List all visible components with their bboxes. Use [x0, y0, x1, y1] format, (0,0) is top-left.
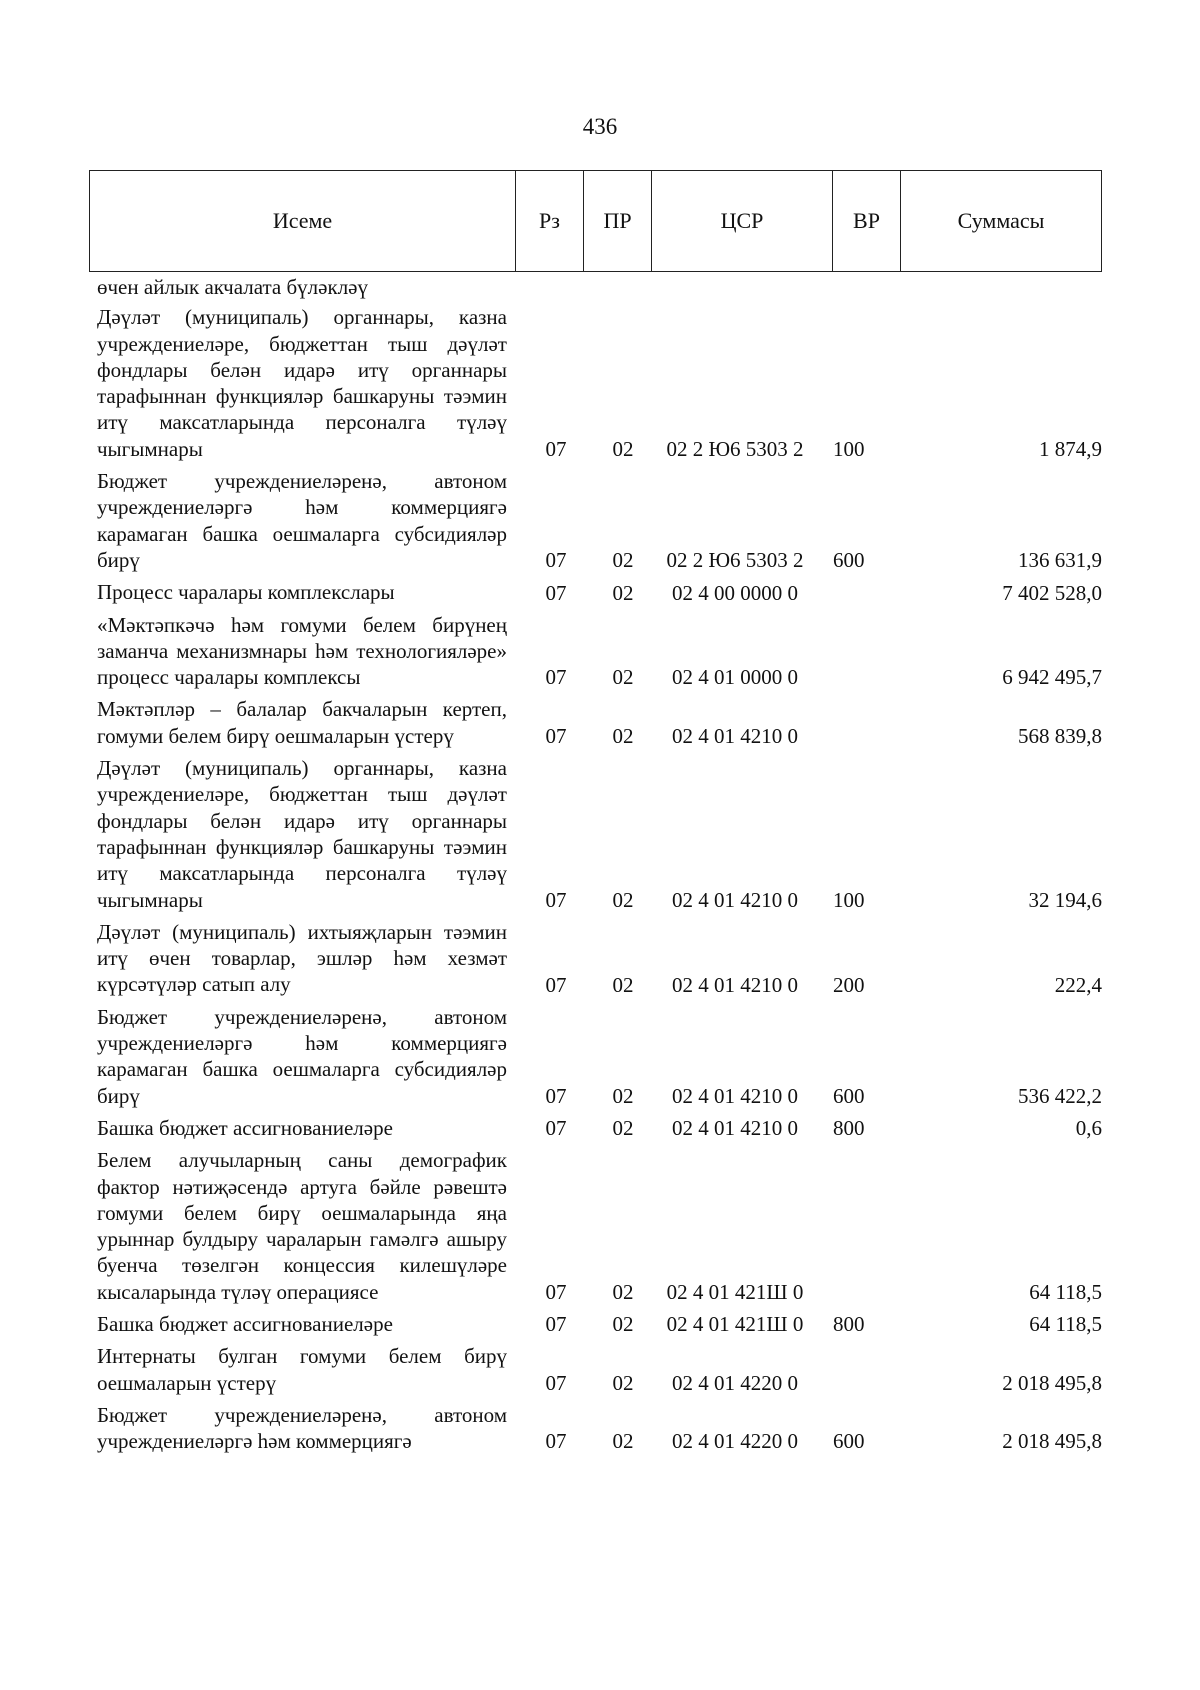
table-row	[97, 1147, 1102, 1305]
row-pr: 02	[612, 887, 634, 912]
table-row	[97, 1402, 1102, 1455]
column-header-name: Исеме	[90, 171, 516, 272]
table-header	[89, 170, 1102, 272]
column-header-rz: Рз	[516, 171, 584, 272]
row-sum: 2 018 495,8	[1002, 1370, 1102, 1395]
table-row	[97, 1343, 1102, 1396]
row-vr: 100	[833, 437, 865, 462]
row-csr: 02 4 01 421Ш 0	[666, 1279, 804, 1304]
table-row	[97, 468, 1102, 573]
row-rz: 07	[545, 724, 567, 749]
row-csr: 02 4 01 4210 0	[672, 972, 798, 997]
row-rz: 07	[545, 1083, 567, 1108]
row-csr: 02 4 01 4210 0	[672, 887, 798, 912]
row-csr: 02 4 01 4210 0	[672, 1116, 798, 1141]
row-vr: 600	[833, 548, 865, 573]
row-rz: 07	[545, 580, 567, 605]
row-name: Бюджет учреждениеләренә, автоном учреждениеләргә һәм коммерциягә карамаган башка оешмаларга субсидияләр бирү	[97, 1004, 507, 1108]
row-name: Башка бюджет ассигнованиеләре	[97, 1115, 393, 1140]
column-header-pr: ПР	[584, 171, 652, 272]
row-rz: 07	[545, 665, 567, 690]
row-sum: 64 118,5	[1029, 1279, 1102, 1304]
table-row	[97, 696, 1102, 749]
row-name: Дәүләт (муниципаль) ихтыяҗларын тәэмин итү өчен товарлар, эшләр һәм хезмәт күрсәтүләр сатып алу	[97, 919, 507, 997]
row-rz: 07	[545, 887, 567, 912]
row-pr: 02	[612, 1370, 634, 1395]
row-sum: 64 118,5	[1029, 1312, 1102, 1337]
row-rz: 07	[545, 437, 567, 462]
row-csr: 02 2 Ю6 5303 2	[666, 437, 804, 462]
row-name: өчен айлык акчалата бүләкләү	[97, 275, 368, 299]
row-name: «Мәктәпкәчә һәм гомуми белем бирүнең заманча механизмнары һәм технологияләре» процесс чаралары комплексы	[97, 612, 507, 690]
table-row	[97, 579, 1102, 605]
row-pr: 02	[612, 972, 634, 997]
row-sum: 6 942 495,7	[1002, 665, 1102, 690]
row-csr: 02 2 Ю6 5303 2	[666, 548, 804, 573]
row-name: Белем алучыларның саны демографик фактор нәтиҗәсендә артуга бәйле рәвештә гомуми белем бирү оешмаларында яңа урыннар булдыру чараларын гамәлгә ашыру буенча төзелгән концессия килешүләре кысаларында түләү операциясе	[97, 1148, 507, 1304]
row-sum: 7 402 528,0	[1002, 580, 1102, 605]
row-vr: 200	[833, 972, 865, 997]
row-name: Процесс чаралары комплекслары	[97, 580, 395, 605]
row-sum: 568 839,8	[1018, 724, 1102, 749]
table-row	[97, 755, 1102, 913]
row-pr: 02	[612, 437, 634, 462]
row-sum: 2 018 495,8	[1002, 1429, 1102, 1454]
row-pr: 02	[612, 1312, 634, 1337]
page-number: 436	[582, 114, 618, 139]
row-rz: 07	[545, 1279, 567, 1304]
row-name: Бюджет учреждениеләренә, автоном учреждениеләргә һәм коммерциягә	[97, 1402, 507, 1454]
budget-table-body	[97, 274, 1102, 1460]
row-name: Бюджет учреждениеләренә, автоном учреждениеләргә һәм коммерциягә карамаган башка оешмаларга субсидияләр бирү	[97, 469, 507, 572]
row-pr: 02	[612, 665, 634, 690]
row-vr: 600	[833, 1429, 865, 1454]
row-vr: 800	[833, 1312, 865, 1337]
table-row	[97, 1311, 1102, 1337]
row-rz: 07	[545, 548, 567, 573]
column-header-vr: ВР	[833, 171, 901, 272]
row-csr: 02 4 01 4210 0	[672, 724, 798, 749]
row-sum: 1 874,9	[1039, 437, 1102, 462]
row-name: Башка бюджет ассигнованиеләре	[97, 1311, 393, 1336]
row-csr: 02 4 01 4220 0	[672, 1370, 798, 1395]
row-sum: 536 422,2	[1018, 1083, 1102, 1108]
row-name: Мәктәпләр – балалар бакчаларын кертеп, гомуми белем бирү оешмаларын үстерү	[97, 697, 507, 748]
row-name: Интернаты булган гомуми белем бирү оешмаларын үстерү	[97, 1344, 507, 1395]
row-pr: 02	[612, 724, 634, 749]
row-csr: 02 4 01 0000 0	[672, 665, 798, 690]
row-vr: 600	[833, 1083, 865, 1108]
row-csr: 02 4 01 4210 0	[672, 1083, 798, 1108]
row-pr: 02	[612, 580, 634, 605]
row-sum: 222,4	[1054, 972, 1102, 997]
table-row	[97, 304, 1102, 462]
row-csr: 02 4 01 421Ш 0	[666, 1312, 804, 1337]
row-rz: 07	[545, 1370, 567, 1395]
row-sum: 136 631,9	[1018, 548, 1102, 573]
row-rz: 07	[545, 1312, 567, 1337]
row-pr: 02	[612, 548, 634, 573]
row-pr: 02	[612, 1429, 634, 1454]
row-rz: 07	[545, 1429, 567, 1454]
table-row	[97, 1004, 1102, 1109]
row-csr: 02 4 01 4220 0	[672, 1429, 798, 1454]
table-row	[97, 1115, 1102, 1141]
column-header-csr: ЦСР	[652, 171, 833, 272]
row-csr: 02 4 00 0000 0	[672, 580, 798, 605]
row-name: Дәүләт (муниципаль) органнары, казна учреждениеләре, бюджеттан тыш дәүләт фондлары белән идарә итү органнары тарафыннан функцияләр башкаруны тәэмин итү максатларында персоналга түләү чыгымнары	[97, 756, 507, 912]
row-vr: 100	[833, 887, 865, 912]
row-name: Дәүләт (муниципаль) органнары, казна учреждениеләре, бюджеттан тыш дәүләт фондлары белән идарә итү органнары тарафыннан функцияләр башкаруны тәэмин итү максатларында персоналга түләү чыгымнары	[97, 305, 507, 461]
table-row	[97, 919, 1102, 998]
row-rz: 07	[545, 1116, 567, 1141]
row-rz: 07	[545, 972, 567, 997]
row-pr: 02	[612, 1083, 634, 1108]
row-pr: 02	[612, 1279, 634, 1304]
table-row	[97, 612, 1102, 691]
row-sum: 32 194,6	[1028, 887, 1102, 912]
row-sum: 0,6	[1075, 1116, 1102, 1141]
row-pr: 02	[612, 1116, 634, 1141]
column-header-sum: Суммасы	[901, 171, 1102, 272]
table-row	[97, 274, 1102, 300]
row-vr: 800	[833, 1116, 865, 1141]
